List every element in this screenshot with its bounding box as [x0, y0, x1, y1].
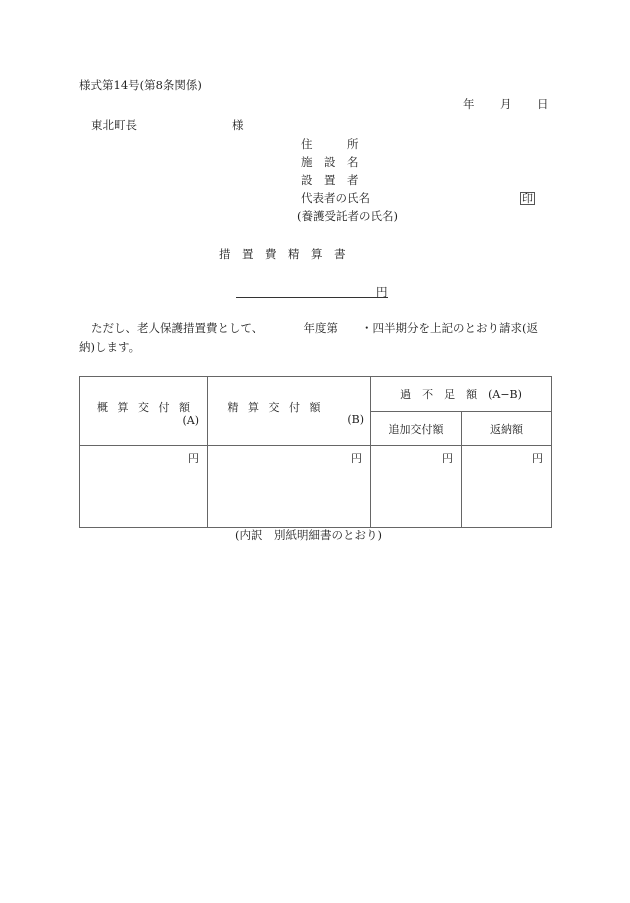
seal-mark: 印 — [522, 192, 533, 205]
date-day: 日 — [537, 97, 549, 111]
founder-label: 設 置 者 — [301, 173, 359, 187]
facility-name-label: 施 設 名 — [301, 155, 359, 169]
settled-grant-value[interactable] — [208, 446, 371, 528]
body-text-line-2: 納)します。 — [79, 340, 141, 354]
addressee-honorific: 様 — [232, 118, 244, 132]
yen-unit: 円 — [532, 452, 544, 465]
yen-unit: 円 — [188, 452, 199, 465]
table-row — [80, 446, 552, 528]
refund-label: 返納額 — [490, 422, 523, 436]
yen-unit: 円 — [442, 452, 453, 465]
additional-grant-value[interactable] — [371, 446, 462, 528]
breakdown-note: (内訳 別紙明細書のとおり) — [235, 528, 382, 542]
date-year: 年 — [463, 97, 475, 111]
estimated-grant-sub: (A) — [182, 414, 199, 427]
additional-grant-label: 追加交付額 — [388, 422, 444, 436]
yen-unit: 円 — [351, 452, 362, 465]
representative-label: 代表者の氏名 — [301, 191, 370, 205]
settled-grant-label: 精 算 交 付 額 — [227, 401, 321, 414]
addressee: 東北町長 — [91, 118, 137, 132]
address-label: 住 所 — [301, 137, 359, 151]
amount-currency: 円 — [376, 285, 388, 299]
document-title: 措 置 費 精 算 書 — [219, 247, 346, 261]
difference-label: 過 不 足 額 (A−B) — [400, 388, 522, 401]
refund-value[interactable] — [462, 446, 552, 528]
header-settled-grant — [208, 377, 371, 446]
body-text-line-1: ただし、老人保護措置費として、 年度第 ・四半期分を上記のとおり請求(返 — [91, 321, 539, 335]
form-number: 様式第14号(第8条関係) — [79, 78, 202, 92]
header-refund — [462, 412, 552, 446]
date-month: 月 — [500, 97, 512, 111]
header-difference — [371, 377, 552, 412]
estimated-grant-label: 概 算 交 付 額 — [97, 401, 190, 414]
header-additional-grant — [371, 412, 462, 446]
settled-grant-sub: (B) — [347, 413, 364, 426]
estimated-grant-value[interactable] — [80, 446, 208, 528]
amount-field-line — [236, 297, 388, 298]
settlement-table — [79, 376, 552, 528]
trustee-label: (養護受託者の氏名) — [297, 209, 398, 223]
